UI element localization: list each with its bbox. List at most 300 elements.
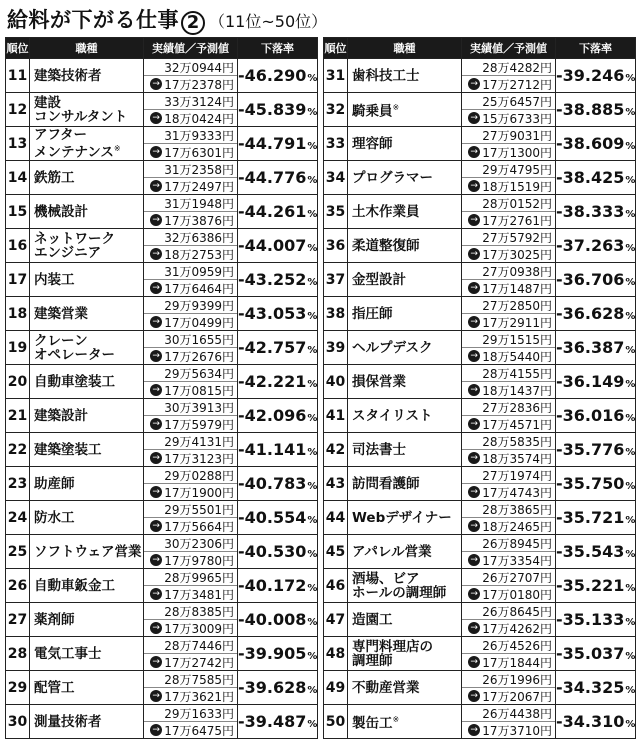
rate-value: -41.141 (238, 440, 307, 459)
rate-cell (238, 433, 318, 467)
rate-cell (238, 263, 318, 297)
values-cell (144, 229, 238, 263)
rank-cell: 32 (324, 93, 348, 127)
job-cell (348, 399, 462, 433)
arrow-right-icon: → (150, 214, 162, 226)
actual-value: 27万9031円 (482, 128, 552, 143)
rank-cell: 41 (324, 399, 348, 433)
title-number-badge: 2 (181, 11, 205, 35)
forecast-line (462, 585, 555, 602)
rank-cell: 29 (6, 671, 30, 705)
table-row (324, 535, 636, 569)
rate-value: -36.706 (556, 270, 625, 289)
table-row (324, 433, 636, 467)
job-cell (30, 467, 144, 501)
rank-cell: 20 (6, 365, 30, 399)
table-row (324, 603, 636, 637)
job-line: 機械設計 (34, 203, 88, 220)
values-cell (462, 229, 556, 263)
arrow-right-icon: → (468, 622, 480, 634)
actual-value: 26万8945円 (482, 536, 552, 551)
forecast-line (462, 177, 555, 194)
job-cell (348, 501, 462, 535)
rate-value: -42.096 (238, 406, 307, 425)
job-line: 建設 (34, 94, 61, 111)
job-line: 柔道整復師 (352, 237, 420, 254)
arrow-right-icon: → (150, 180, 162, 192)
rate-value: -43.252 (238, 270, 307, 289)
rate-cell (238, 569, 318, 603)
table-row (324, 331, 636, 365)
arrow-right-icon: → (468, 724, 480, 736)
rate-cell (238, 705, 318, 739)
arrow-right-icon: → (468, 588, 480, 600)
forecast-value: 17万3481円 (164, 587, 234, 602)
forecast-value: 17万1300円 (482, 145, 552, 160)
job-cell (348, 127, 462, 161)
rate-value: -35.133 (556, 610, 625, 629)
table-row (324, 501, 636, 535)
arrow-right-icon: → (468, 384, 480, 396)
arrow-right-icon: → (150, 248, 162, 260)
table-row (6, 501, 318, 535)
table-row (324, 59, 636, 93)
job-line: 自動車鈑金工 (34, 577, 115, 594)
header-rank: 順位 (324, 38, 348, 59)
forecast-line (144, 347, 237, 364)
forecast-value: 17万2378円 (164, 77, 234, 92)
rank-cell: 13 (6, 127, 30, 161)
percent-sign: % (307, 277, 318, 288)
forecast-value: 18万1519円 (482, 179, 552, 194)
arrow-right-icon: → (150, 146, 162, 158)
job-line: プログラマー (352, 169, 433, 186)
job-cell (348, 671, 462, 705)
values-cell (144, 365, 238, 399)
actual-value: 26万4526円 (482, 638, 552, 653)
actual-value: 30万1655円 (164, 332, 234, 347)
rank-cell: 38 (324, 297, 348, 331)
arrow-right-icon: → (150, 622, 162, 634)
forecast-line (462, 381, 555, 398)
percent-sign: % (625, 685, 636, 696)
rate-cell (556, 501, 636, 535)
rate-value: -38.609 (556, 134, 625, 153)
rank-cell: 44 (324, 501, 348, 535)
values-cell (144, 501, 238, 535)
footnote-mark: ※ (392, 714, 400, 724)
job-cell (348, 637, 462, 671)
values-cell (462, 331, 556, 365)
values-cell (144, 93, 238, 127)
forecast-line (144, 619, 237, 636)
forecast-value: 17万5664円 (164, 519, 234, 534)
job-line: 調理師 (352, 652, 393, 669)
table-row (324, 705, 636, 739)
values-cell (144, 59, 238, 93)
forecast-line (462, 721, 555, 738)
rate-cell (556, 399, 636, 433)
forecast-line (462, 449, 555, 466)
values-cell (144, 467, 238, 501)
rank-cell: 42 (324, 433, 348, 467)
values-cell (144, 399, 238, 433)
table-row (324, 399, 636, 433)
rank-cell: 26 (6, 569, 30, 603)
title-subtitle: （11位~50位） (209, 12, 328, 31)
header-rate: 下落率 (556, 38, 636, 59)
forecast-line (144, 517, 237, 534)
job-line: 配管工 (34, 679, 75, 696)
rate-value: -44.261 (238, 202, 307, 221)
table-row (6, 671, 318, 705)
rate-cell (556, 161, 636, 195)
arrow-right-icon: → (150, 690, 162, 702)
rate-cell (556, 195, 636, 229)
forecast-value: 17万9780円 (164, 553, 234, 568)
job-line: 建築塗装工 (34, 441, 102, 458)
actual-value: 28万7446円 (164, 638, 234, 653)
forecast-line (462, 687, 555, 704)
rate-cell (556, 467, 636, 501)
forecast-line (144, 653, 237, 670)
arrow-right-icon: → (468, 418, 480, 430)
forecast-value: 17万2497円 (164, 179, 234, 194)
job-cell (30, 331, 144, 365)
arrow-right-icon: → (150, 112, 162, 124)
rate-value: -40.008 (238, 610, 307, 629)
job-line: 電気工事士 (34, 645, 102, 662)
percent-sign: % (625, 617, 636, 628)
forecast-value: 18万1437円 (482, 383, 552, 398)
percent-sign: % (625, 345, 636, 356)
values-cell (144, 161, 238, 195)
rank-cell: 39 (324, 331, 348, 365)
ranking-table-right (323, 37, 636, 739)
actual-value: 32万0944円 (164, 60, 234, 75)
table-body-right (324, 59, 636, 739)
job-line: ソフトウェア営業 (34, 543, 142, 560)
rank-cell: 21 (6, 399, 30, 433)
arrow-right-icon: → (150, 418, 162, 430)
actual-value: 26万2707円 (482, 570, 552, 585)
arrow-right-icon: → (468, 214, 480, 226)
rank-cell: 37 (324, 263, 348, 297)
rate-value: -36.149 (556, 372, 625, 391)
job-line: 鉄筋工 (34, 169, 75, 186)
table-row (324, 229, 636, 263)
percent-sign: % (307, 617, 318, 628)
percent-sign: % (625, 447, 636, 458)
arrow-right-icon: → (468, 180, 480, 192)
values-cell (462, 127, 556, 161)
forecast-value: 15万6733円 (482, 111, 552, 126)
forecast-line (462, 313, 555, 330)
rate-cell (556, 603, 636, 637)
ranking-table-left (5, 37, 318, 739)
rate-cell (556, 365, 636, 399)
forecast-value: 17万4571円 (482, 417, 552, 432)
percent-sign: % (625, 651, 636, 662)
rate-value: -35.750 (556, 474, 625, 493)
actual-value: 25万6457円 (482, 94, 552, 109)
arrow-right-icon: → (150, 724, 162, 736)
forecast-value: 18万2753円 (164, 247, 234, 262)
header-job: 職種 (348, 38, 462, 59)
rate-value: -39.628 (238, 678, 307, 697)
rate-value: -42.757 (238, 338, 307, 357)
table-row (324, 263, 636, 297)
forecast-value: 18万3574円 (482, 451, 552, 466)
job-line: 助産師 (34, 475, 75, 492)
job-cell (348, 229, 462, 263)
rate-cell (238, 671, 318, 705)
actual-value: 29万5501円 (164, 502, 234, 517)
percent-sign: % (307, 549, 318, 560)
rate-value: -46.290 (238, 66, 307, 85)
actual-value: 30万2306円 (164, 536, 234, 551)
rate-cell (238, 161, 318, 195)
header-values: 実績値／予測値 (462, 38, 556, 59)
title-main: 給料が下がる仕事 (7, 8, 179, 32)
percent-sign: % (625, 379, 636, 390)
actual-value: 29万4795円 (482, 162, 552, 177)
forecast-line (462, 279, 555, 296)
rank-cell: 30 (6, 705, 30, 739)
rank-cell: 48 (324, 637, 348, 671)
job-cell (30, 195, 144, 229)
job-line: 不動産営業 (352, 679, 420, 696)
actual-value: 28万0152円 (482, 196, 552, 211)
rate-cell (556, 59, 636, 93)
rank-cell: 43 (324, 467, 348, 501)
job-cell (348, 93, 462, 127)
job-line: 製缶工 (352, 715, 393, 732)
rate-value: -39.905 (238, 644, 307, 663)
percent-sign: % (307, 209, 318, 220)
actual-value: 31万0959円 (164, 264, 234, 279)
job-cell (348, 569, 462, 603)
forecast-value: 17万4743円 (482, 485, 552, 500)
rank-cell: 18 (6, 297, 30, 331)
arrow-right-icon: → (150, 656, 162, 668)
rate-cell (238, 297, 318, 331)
rank-cell: 49 (324, 671, 348, 705)
table-row (324, 297, 636, 331)
job-cell (30, 501, 144, 535)
forecast-value: 17万6301円 (164, 145, 234, 160)
rate-cell (556, 229, 636, 263)
rate-value: -43.053 (238, 304, 307, 323)
rate-value: -39.487 (238, 712, 307, 731)
values-cell (462, 161, 556, 195)
percent-sign: % (307, 413, 318, 424)
rate-cell (238, 637, 318, 671)
job-cell (30, 671, 144, 705)
rank-cell: 31 (324, 59, 348, 93)
actual-value: 29万9399円 (164, 298, 234, 313)
arrow-right-icon: → (150, 452, 162, 464)
rank-cell: 25 (6, 535, 30, 569)
rate-cell (238, 331, 318, 365)
forecast-value: 17万1844円 (482, 655, 552, 670)
values-cell (144, 535, 238, 569)
actual-value: 31万2358円 (164, 162, 234, 177)
forecast-line (144, 381, 237, 398)
job-cell (348, 467, 462, 501)
forecast-line (144, 177, 237, 194)
table-row (324, 637, 636, 671)
rate-cell (238, 93, 318, 127)
actual-value: 27万2836円 (482, 400, 552, 415)
forecast-line (462, 347, 555, 364)
job-cell (348, 297, 462, 331)
percent-sign: % (307, 243, 318, 254)
values-cell (462, 705, 556, 739)
actual-value: 27万1974円 (482, 468, 552, 483)
arrow-right-icon: → (468, 452, 480, 464)
forecast-value: 17万3621円 (164, 689, 234, 704)
forecast-value: 17万2911円 (482, 315, 552, 330)
actual-value: 28万5835円 (482, 434, 552, 449)
arrow-right-icon: → (150, 78, 162, 90)
footnote-mark: ※ (392, 102, 400, 112)
arrow-right-icon: → (468, 248, 480, 260)
rate-cell (238, 229, 318, 263)
forecast-line (144, 143, 237, 160)
forecast-value: 17万3025円 (482, 247, 552, 262)
forecast-line (462, 211, 555, 228)
rate-value: -42.221 (238, 372, 307, 391)
job-line: 司法書士 (352, 441, 406, 458)
rate-cell (238, 501, 318, 535)
job-cell (348, 59, 462, 93)
forecast-line (462, 517, 555, 534)
actual-value: 33万3124円 (164, 94, 234, 109)
forecast-value: 18万0424円 (164, 111, 234, 126)
rate-value: -34.325 (556, 678, 625, 697)
job-cell (348, 705, 462, 739)
actual-value: 26万1996円 (482, 672, 552, 687)
actual-value: 29万4131円 (164, 434, 234, 449)
job-line: 建築営業 (34, 305, 88, 322)
rate-value: -40.554 (238, 508, 307, 527)
table-row (324, 93, 636, 127)
forecast-value: 17万3123円 (164, 451, 234, 466)
percent-sign: % (625, 583, 636, 594)
percent-sign: % (307, 515, 318, 526)
job-cell (348, 433, 462, 467)
job-line: 損保営業 (352, 373, 406, 390)
table-row (324, 127, 636, 161)
rank-cell: 28 (6, 637, 30, 671)
rate-value: -37.263 (556, 236, 625, 255)
table-row (6, 263, 318, 297)
forecast-line (144, 551, 237, 568)
job-line: 訪問看護師 (352, 475, 420, 492)
job-cell (30, 705, 144, 739)
rate-value: -36.016 (556, 406, 625, 425)
values-cell (462, 467, 556, 501)
actual-value: 28万3865円 (482, 502, 552, 517)
rate-value: -40.530 (238, 542, 307, 561)
job-line: エンジニア (34, 244, 102, 261)
forecast-line (144, 245, 237, 262)
job-line: 土木作業員 (352, 203, 420, 220)
actual-value: 28万9965円 (164, 570, 234, 585)
rank-cell: 45 (324, 535, 348, 569)
actual-value: 26万8645円 (482, 604, 552, 619)
rank-cell: 19 (6, 331, 30, 365)
arrow-right-icon: → (468, 656, 480, 668)
table-row (6, 535, 318, 569)
rank-cell: 47 (324, 603, 348, 637)
job-line: アパレル営業 (352, 543, 432, 560)
job-cell (348, 161, 462, 195)
actual-value: 27万5792円 (482, 230, 552, 245)
arrow-right-icon: → (150, 350, 162, 362)
actual-value: 28万4282円 (482, 60, 552, 75)
percent-sign: % (307, 651, 318, 662)
actual-value: 29万1515円 (482, 332, 552, 347)
forecast-line (144, 721, 237, 738)
header-values: 実績値／予測値 (144, 38, 238, 59)
forecast-line (144, 449, 237, 466)
rate-value: -39.246 (556, 66, 625, 85)
forecast-line (144, 687, 237, 704)
forecast-line (144, 483, 237, 500)
arrow-right-icon: → (468, 520, 480, 532)
values-cell (462, 195, 556, 229)
job-cell (348, 535, 462, 569)
percent-sign: % (307, 481, 318, 492)
job-cell (30, 161, 144, 195)
rank-cell: 34 (324, 161, 348, 195)
percent-sign: % (625, 481, 636, 492)
forecast-value: 17万2761円 (482, 213, 552, 228)
rank-cell: 50 (324, 705, 348, 739)
percent-sign: % (307, 685, 318, 696)
rate-value: -44.007 (238, 236, 307, 255)
table-row (6, 195, 318, 229)
forecast-line (462, 143, 555, 160)
rank-cell: 15 (6, 195, 30, 229)
percent-sign: % (625, 413, 636, 424)
forecast-line (144, 279, 237, 296)
job-cell (30, 433, 144, 467)
rate-cell (238, 195, 318, 229)
arrow-right-icon: → (468, 112, 480, 124)
actual-value: 31万1948円 (164, 196, 234, 211)
actual-value: 27万2850円 (482, 298, 552, 313)
header-job: 職種 (30, 38, 144, 59)
table-row (6, 569, 318, 603)
job-line: ヘルプデスク (352, 339, 433, 356)
rate-value: -40.172 (238, 576, 307, 595)
job-line: 造園工 (352, 611, 393, 628)
percent-sign: % (307, 141, 318, 152)
forecast-value: 17万0499円 (164, 315, 234, 330)
rate-value: -36.387 (556, 338, 625, 357)
table-row (6, 229, 318, 263)
job-line: 歯科技工士 (352, 67, 420, 84)
job-cell (348, 331, 462, 365)
job-cell (30, 399, 144, 433)
percent-sign: % (625, 311, 636, 322)
percent-sign: % (625, 243, 636, 254)
forecast-value: 17万6475円 (164, 723, 234, 738)
table-row (6, 127, 318, 161)
